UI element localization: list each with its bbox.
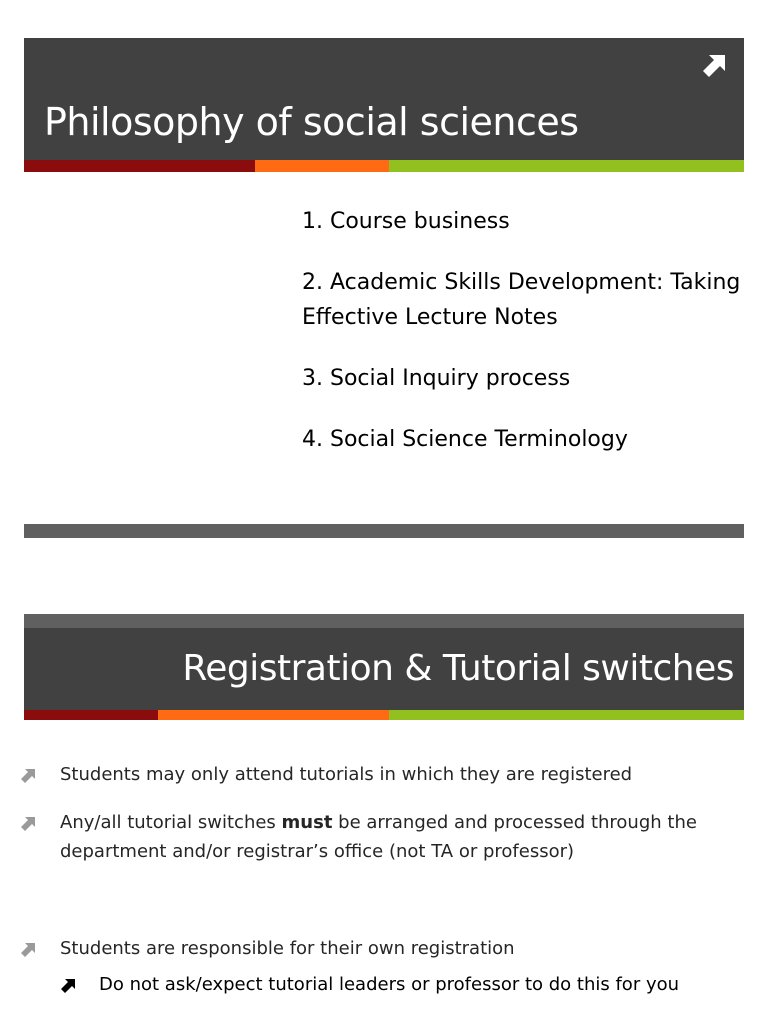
slide2-header — [24, 628, 744, 710]
slide2-title: Registration & Tutorial switches — [182, 648, 734, 689]
accent-segment-red — [24, 160, 255, 172]
slide2-accent-bar — [24, 710, 744, 720]
arrow-up-right-icon — [20, 814, 38, 832]
slide1-footer-divider — [24, 524, 744, 538]
bullet-text: Do not ask/expect tutorial leaders or professor to do this for you — [99, 974, 680, 995]
bullet-text-part: Any/all tutorial switches — [60, 812, 282, 833]
bullet-text — [60, 808, 740, 866]
accent-segment-orange — [255, 160, 389, 172]
accent-segment-orange — [158, 710, 389, 720]
accent-segment-green — [389, 710, 744, 720]
arrow-up-right-icon — [20, 766, 38, 784]
agenda-item: 2. Academic Skills Development: Taking Effective Lecture Notes — [302, 270, 741, 330]
slide1-accent-bar — [24, 160, 744, 172]
arrow-up-right-icon — [60, 976, 78, 994]
agenda-list — [302, 204, 742, 483]
accent-segment-green — [389, 160, 744, 172]
arrow-up-right-icon — [20, 940, 38, 958]
bullet-text: Students may only attend tutorials in which they are registered — [60, 764, 633, 785]
agenda-item: 1. Course business — [302, 209, 510, 234]
slide2-top-strip — [24, 614, 744, 628]
accent-segment-red — [24, 710, 158, 720]
slide1-title: Philosophy of social sciences — [44, 100, 579, 144]
bullet-text-emphasis: must — [281, 812, 333, 833]
arrow-up-right-icon — [700, 50, 730, 80]
bullet-text: Students are responsible for their own registration — [60, 938, 515, 959]
agenda-item: 3. Social Inquiry process — [302, 366, 571, 391]
agenda-item: 4. Social Science Terminology — [302, 427, 628, 452]
slide1-header — [24, 38, 744, 160]
bullet-text-part: be arranged and processed through the department and/or registrar’s office (not TA or professor) — [60, 812, 697, 862]
